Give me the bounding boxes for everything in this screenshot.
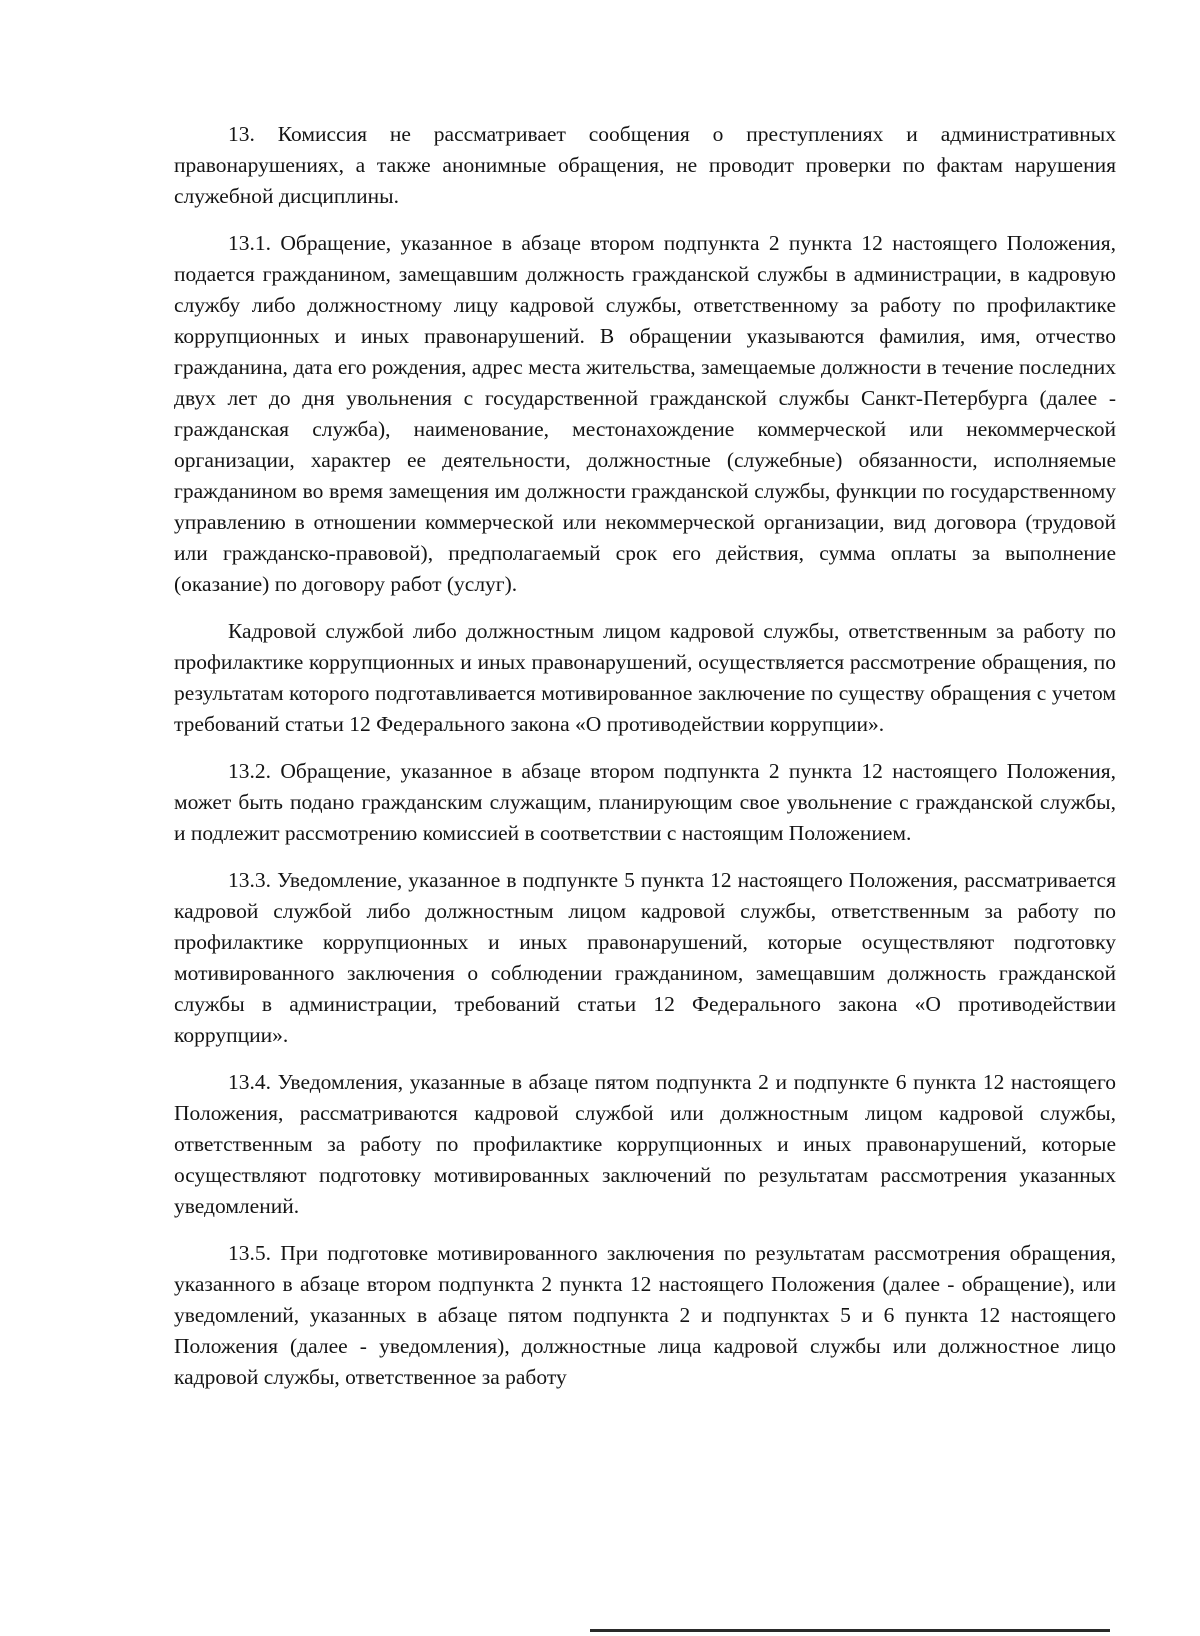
paragraph-13-4: 13.4. Уведомления, указанные в абзаце пятом подпункта 2 и подпункте 6 пункта 12 настоящего Положения, рассматриваются кадровой службой или должностным лицом кадровой службы, ответственным за работу по профилактике коррупционных и иных правонарушений, которые осуществляют подготовку мотивированных заключений по результатам рассмотрения указанных уведомлений. xyxy=(174,1070,1116,1218)
paragraph-13-3: 13.3. Уведомление, указанное в подпункте 5 пункта 12 настоящего Положения, рассматривается кадровой службой либо должностным лицом кадровой службы, ответственным за работу по профилактике коррупционных и иных правонарушений, которые осуществляют подготовку мотивированного заключения о соблюдении гражданином, замещавшим должность гражданской службы в администрации, требований статьи 12 Федерального закона «О противодействии коррупции». xyxy=(174,868,1116,1047)
footer-rule xyxy=(590,1629,1110,1632)
paragraph-13: 13. Комиссия не рассматривает сообщения о преступлениях и административных правонарушениях, а также анонимные обращения, не проводит проверки по фактам нарушения служебной дисциплины. xyxy=(174,122,1116,208)
paragraph-13-1: 13.1. Обращение, указанное в абзаце втором подпункта 2 пункта 12 настоящего Положения, подается гражданином, замещавшим должность гражданской службы в администрации, в кадровую службу либо должностному лицу кадровой службы, ответственному за работу по профилактике коррупционных и иных правонарушений. В обращении указываются фамилия, имя, отчество гражданина, дата его рождения, адрес места жительства, замещаемые должности в течение последних двух лет до дня увольнения с государственной гражданской службы Санкт-Петербурга (далее - гражданская служба), наименование, местонахождение коммерческой или некоммерческой организации, характер ее деятельности, должностные (служебные) обязанности, исполняемые гражданином во время замещения им должности гражданской службы, функции по государственному управлению в отношении коммерческой или некоммерческой организации, вид договора (трудовой или гражданско-правовой), предполагаемый срок его действия, сумма оплаты за выполнение (оказание) по договору работ (услуг). xyxy=(174,231,1116,596)
document-body xyxy=(174,119,1116,1393)
paragraph-13-5: 13.5. При подготовке мотивированного заключения по результатам рассмотрения обращения, указанного в абзаце втором подпункта 2 пункта 12 настоящего Положения (далее - обращение), или уведомлений, указанных в абзаце пятом подпункта 2 и подпунктах 5 и 6 пункта 12 настоящего Положения (далее - уведомления), должностные лица кадровой службы или должностное лицо кадровой службы, ответственное за работу xyxy=(174,1241,1116,1389)
paragraph-13-1-continuation: Кадровой службой либо должностным лицом кадровой службы, ответственным за работу по профилактике коррупционных и иных правонарушений, осуществляется рассмотрение обращения, по результатам которого подготавливается мотивированное заключение по существу обращения с учетом требований статьи 12 Федерального закона «О противодействии коррупции». xyxy=(174,619,1116,736)
paragraph-13-2: 13.2. Обращение, указанное в абзаце втором подпункта 2 пункта 12 настоящего Положения, может быть подано гражданским служащим, планирующим свое увольнение с гражданской службы, и подлежит рассмотрению комиссией в соответствии с настоящим Положением. xyxy=(174,759,1116,845)
